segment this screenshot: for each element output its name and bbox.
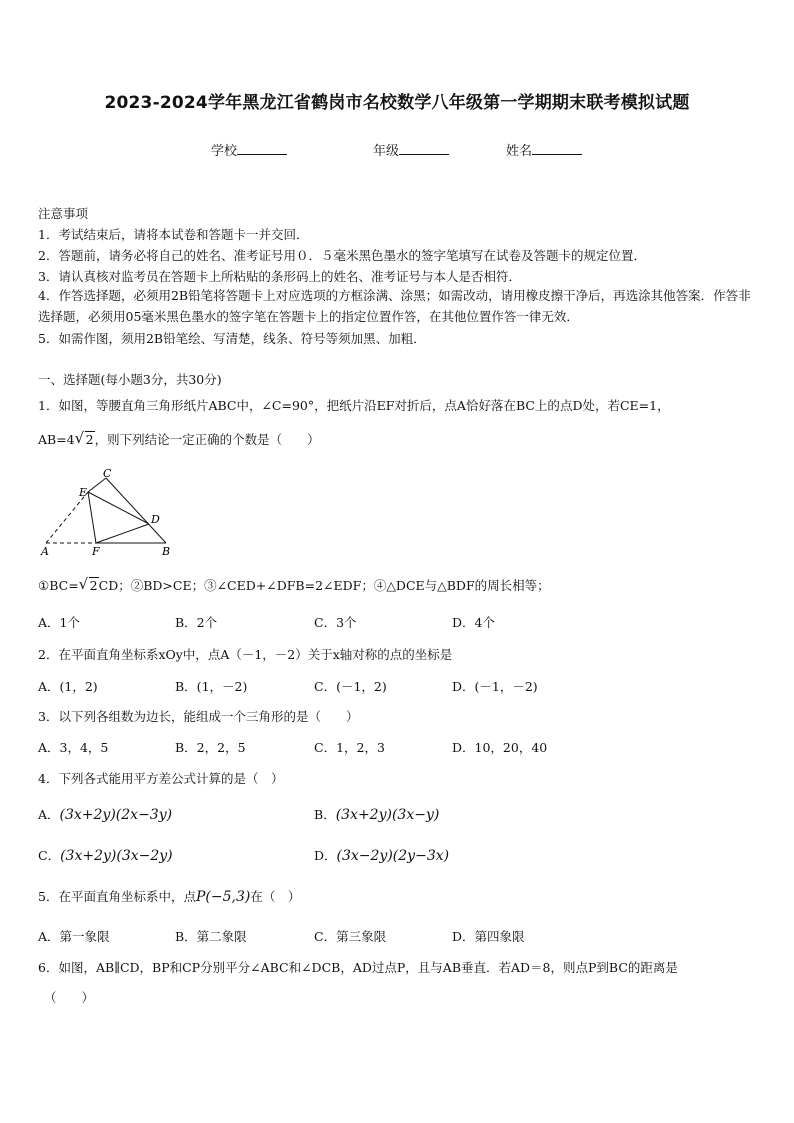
fig-label-c: C	[103, 468, 112, 480]
section-heading: 一、选择题(每小题3分，共30分)	[38, 372, 222, 387]
notice-item-2: 2．答题前，请务必将自己的姓名、准考证号用０．５毫米黑色墨水的签字笔填写在试卷及答题卡的规定位置．	[38, 248, 646, 263]
q1-figure	[36, 468, 176, 560]
fig-label-d: D	[151, 513, 160, 526]
q5-option-b[interactable]: B．第二象限	[175, 929, 247, 944]
notice-item-1: 1．考试结束后，请将本试卷和答题卡一并交回．	[38, 227, 309, 242]
fig-crease-ef	[88, 492, 96, 543]
q1-statements	[38, 576, 550, 594]
q1-option-b[interactable]: B．2个	[175, 615, 218, 630]
q1-stmt-post: CD；②BD>CE；③∠CED+∠DFB=2∠EDF；④△DCE与△BDF的周长相等；	[98, 578, 550, 593]
notice-heading: 注意事项	[38, 206, 89, 221]
q5-option-a[interactable]: A．第一象限	[38, 929, 110, 944]
q4-option-c[interactable]	[38, 846, 173, 864]
school-label: 学校	[211, 144, 238, 159]
fig-line-ed	[88, 492, 149, 524]
grade-label: 年级	[373, 144, 400, 159]
q5-option-c[interactable]: C．第三象限	[314, 929, 387, 944]
q2-option-d[interactable]: D．(－1，－2)	[452, 679, 538, 694]
fig-label-b: B	[162, 545, 171, 558]
q3-option-c[interactable]: C．1，2，3	[314, 740, 385, 755]
notice-item-5: 5．如需作图，须用2B铅笔绘、写清楚，线条、符号等须加黑、加粗．	[38, 331, 426, 346]
fig-fold-ae	[46, 492, 88, 543]
q2-option-a[interactable]: A．(1，2)	[38, 679, 98, 694]
q2-option-b[interactable]: B．(1，－2)	[175, 679, 248, 694]
q4-option-d[interactable]	[314, 846, 449, 864]
q1-option-c[interactable]: C．3个	[314, 615, 357, 630]
q1-stmt-radicand: 2	[89, 578, 98, 593]
q5-point: P(−5,3)	[195, 889, 251, 905]
q6-answer-paren: （ ）	[44, 990, 95, 1005]
q1-text: 1．如图，等腰直角三角形纸片ABC中，∠C=90°，把纸片沿EF对折后，点A恰好落在BC上的点D处，若CE=1，	[38, 398, 670, 413]
q5-text-pre: 5．在平面直角坐标系中，点	[38, 889, 196, 904]
q2-text: 2．在平面直角坐标系xOy中，点A（－1，－2）关于x轴对称的点的坐标是	[38, 647, 453, 662]
fig-label-e: E	[79, 486, 88, 499]
fig-line-fd	[96, 524, 149, 543]
q1-radicand: 2	[85, 432, 94, 447]
notice-item-4: 4．作答选择题，必须用2B铅笔将答题卡上对应选项的方框涂满、涂黑；如需改动，请用橡皮擦干净后，再选涂其他答案．作答非选择题，必须用05毫米黑色墨水的签字笔在答题卡上的指定位置作答，在其他位置作答一律无效．	[38, 288, 751, 324]
q4-option-b-letter: B．	[314, 807, 336, 822]
fig-label-f: F	[92, 545, 100, 558]
name-blank[interactable]	[532, 140, 582, 155]
q4-text: 4．下列各式能用平方差公式计算的是（ ）	[38, 771, 284, 786]
q4-option-c-letter: C．	[38, 848, 61, 863]
q3-option-a[interactable]: A．3，4，5	[38, 740, 109, 755]
page-title: 2023-2024学年黑龙江省鹤岗市名校数学八年级第一学期期末联考模拟试题	[104, 93, 690, 113]
school-blank[interactable]	[237, 140, 287, 155]
q1-option-a[interactable]: A．1个	[38, 615, 80, 630]
q4-option-a[interactable]	[38, 805, 172, 823]
q4-option-d-letter: D．	[314, 848, 337, 863]
q4-option-b-expr: (3x+2y)(3x−y)	[335, 807, 440, 823]
q4-option-d-expr: (3x−2y)(2y−3x)	[336, 848, 450, 864]
grade-field	[373, 140, 449, 159]
school-field	[211, 140, 287, 159]
q5-option-d[interactable]: D．第四象限	[452, 929, 525, 944]
q3-text: 3．以下列各组数为边长，能组成一个三角形的是（ ）	[38, 709, 359, 724]
q6-text: 6．如图，AB∥CD，BP和CP分别平分∠ABC和∠DCB，AD过点P，且与AB垂直．若AD＝8，则点P到BC的距离是	[38, 960, 678, 975]
q4-option-c-expr: (3x+2y)(3x−2y)	[60, 848, 173, 864]
fig-label-a: A	[41, 545, 49, 558]
grade-blank[interactable]	[399, 140, 449, 155]
q3-option-b[interactable]: B．2，2，5	[175, 740, 246, 755]
q4-option-a-expr: (3x+2y)(2x−3y)	[59, 807, 173, 823]
q3-option-d[interactable]: D．10，20，40	[452, 740, 548, 755]
q1-question: ，则下列结论一定正确的个数是（ ）	[94, 432, 320, 447]
q1-sqrt: √ 2	[74, 429, 94, 447]
name-field	[506, 140, 582, 159]
q1-text-line2	[38, 430, 320, 448]
notice-item-3: 3．请认真核对监考员在答题卡上所粘贴的条形码上的姓名、准考证号与本人是否相符．	[38, 269, 521, 284]
fig-side-ec	[88, 478, 106, 492]
q1-stmt-pre: ①BC=	[38, 578, 79, 593]
q2-option-c[interactable]: C．(－1，2)	[314, 679, 387, 694]
student-info-row	[0, 140, 794, 160]
fig-side-cb	[106, 478, 166, 543]
q1-stmt-sqrt: √ 2	[78, 575, 98, 593]
q5-text	[38, 887, 300, 905]
q4-option-a-letter: A．	[38, 807, 60, 822]
name-label: 姓名	[506, 144, 533, 159]
q4-option-b[interactable]	[314, 805, 439, 823]
q5-text-post: 在（ ）	[250, 889, 301, 904]
q1-ab-label: AB=4	[38, 432, 75, 447]
q1-option-d[interactable]: D．4个	[452, 615, 495, 630]
